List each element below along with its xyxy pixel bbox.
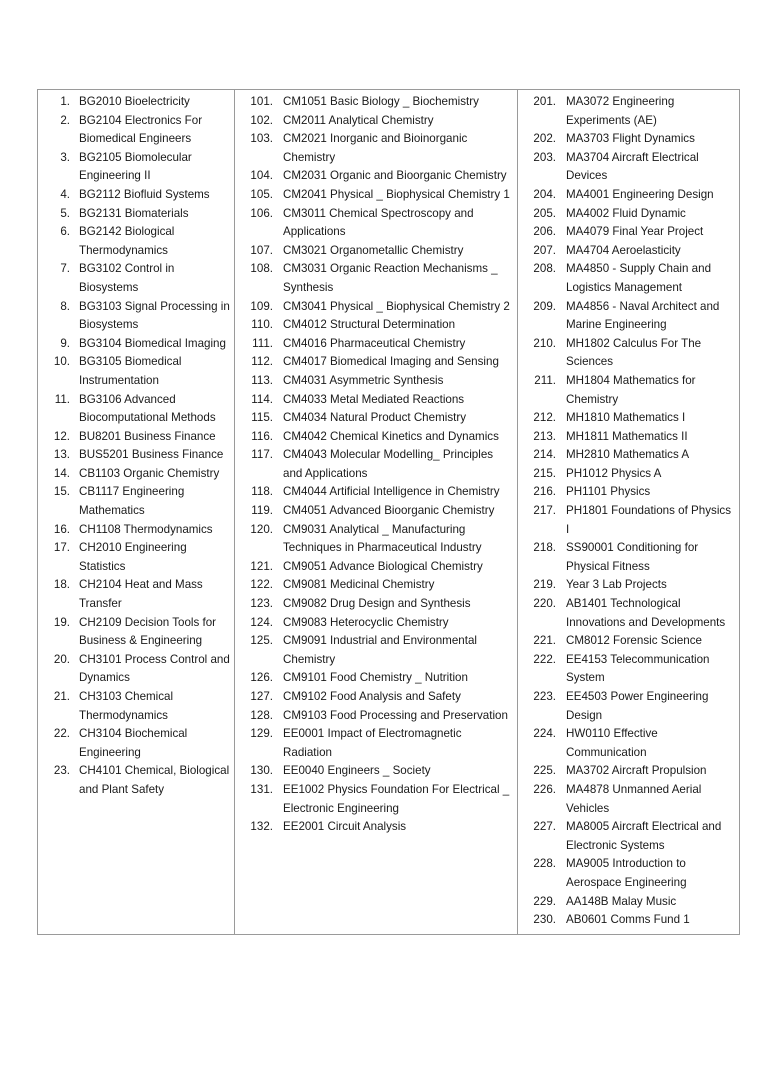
course-item-label: MH1804 Mathematics for Chemistry xyxy=(566,373,696,406)
course-list-item xyxy=(522,688,735,725)
course-list-item xyxy=(522,149,735,186)
course-item-number: 210. xyxy=(533,336,556,350)
course-list-item xyxy=(522,651,735,688)
course-item-number: 101. xyxy=(250,95,273,108)
course-item-label: CM9051 Advance Biological Chemistry xyxy=(283,559,483,573)
course-item-number: 131. xyxy=(250,782,273,796)
course-list-item xyxy=(239,409,513,428)
course-item-number: 116. xyxy=(251,429,273,443)
course-list-item xyxy=(42,446,230,465)
course-item-number: 204. xyxy=(533,187,556,201)
course-list-item xyxy=(239,112,513,131)
course-list-item xyxy=(239,688,513,707)
course-item-number: 18. xyxy=(53,578,70,592)
course-item-number: 9. xyxy=(60,336,70,350)
course-item-number: 23. xyxy=(53,764,70,778)
course-list-item xyxy=(42,651,230,688)
course-item-label: BG2131 Biomaterials xyxy=(79,206,189,220)
course-list-item xyxy=(239,428,513,447)
course-item-label: CM9083 Heterocyclic Chemistry xyxy=(283,615,449,629)
course-item-label: CH3101 Process Control and Dynamics xyxy=(79,652,230,685)
course-list-item xyxy=(42,725,230,762)
course-list-item xyxy=(42,465,230,484)
course-item-label: CH2010 Engineering Statistics xyxy=(79,541,187,573)
course-list-item xyxy=(239,446,513,483)
course-list-item xyxy=(239,391,513,410)
course-list-item xyxy=(522,911,735,930)
course-list-item xyxy=(522,130,735,149)
course-item-number: 211. xyxy=(534,373,556,387)
course-item-label: CM9103 Food Processing and Preservation xyxy=(283,708,508,722)
course-item-label: CM4034 Natural Product Chemistry xyxy=(283,411,466,425)
course-item-label: MA4856 - Naval Architect and Marine Engineering xyxy=(566,299,720,332)
course-item-label: EE0001 Impact of Electromagnetic Radiation xyxy=(283,727,462,759)
course-item-label: Year 3 Lab Projects xyxy=(566,578,667,592)
course-item-number: 13. xyxy=(53,448,70,462)
course-item-label: BG3104 Biomedical Imaging xyxy=(79,336,226,350)
course-item-number: 105. xyxy=(250,187,273,201)
course-list-item xyxy=(42,205,230,224)
course-item-number: 125. xyxy=(250,634,273,648)
course-list-item xyxy=(522,483,735,502)
course-item-number: 203. xyxy=(533,150,556,164)
course-item-label: AB1401 Technological Innovations and Developments xyxy=(566,597,726,629)
course-item-number: 112. xyxy=(251,355,273,369)
course-item-label: HW0110 Effective Communication xyxy=(566,727,658,759)
course-item-number: 202. xyxy=(533,132,556,146)
course-list-item xyxy=(239,576,513,595)
course-item-label: BG2104 Electronics For Biomedical Engineers xyxy=(79,113,203,146)
course-list-item xyxy=(42,260,230,297)
course-item-label: AB0601 Comms Fund 1 xyxy=(566,913,690,927)
course-list-item xyxy=(239,762,513,781)
course-list-item xyxy=(239,725,513,762)
course-item-number: 123. xyxy=(250,597,273,611)
course-item-label: CM1051 Basic Biology _ Biochemistry xyxy=(283,95,479,108)
course-list-item xyxy=(522,576,735,595)
course-item-number: 106. xyxy=(250,206,273,220)
course-item-number: 126. xyxy=(250,671,273,685)
course-list-item xyxy=(42,521,230,540)
course-item-number: 117. xyxy=(251,448,273,462)
course-item-number: 108. xyxy=(250,262,273,276)
course-item-label: MA3702 Aircraft Propulsion xyxy=(566,764,707,778)
course-list-item xyxy=(239,502,513,521)
course-list-item xyxy=(522,781,735,818)
course-item-number: 207. xyxy=(533,243,556,257)
course-item-number: 5. xyxy=(60,206,70,220)
course-item-number: 114. xyxy=(251,392,273,406)
course-item-number: 132. xyxy=(250,820,273,834)
course-list-item xyxy=(522,762,735,781)
course-list-item xyxy=(522,725,735,762)
course-list-item xyxy=(239,632,513,669)
course-item-number: 212. xyxy=(533,411,556,425)
course-item-number: 3. xyxy=(60,150,70,164)
course-item-number: 221. xyxy=(533,634,556,648)
course-item-number: 206. xyxy=(533,225,556,239)
course-item-label: CM3011 Chemical Spectroscopy and Applications xyxy=(283,206,474,239)
course-item-label: BU8201 Business Finance xyxy=(79,429,216,443)
course-list-item xyxy=(42,539,230,576)
course-list-item xyxy=(522,446,735,465)
course-item-number: 224. xyxy=(533,727,556,741)
course-item-label: MH1810 Mathematics I xyxy=(566,411,686,425)
course-item-number: 118. xyxy=(251,485,273,499)
course-list-item xyxy=(239,595,513,614)
course-item-number: 201. xyxy=(533,95,556,108)
course-item-number: 1. xyxy=(60,95,70,108)
course-item-number: 109. xyxy=(250,299,273,313)
course-list-item xyxy=(42,93,230,112)
course-list-item xyxy=(522,855,735,892)
course-list-item xyxy=(239,483,513,502)
course-item-number: 107. xyxy=(250,243,273,257)
course-list-item xyxy=(239,669,513,688)
course-list-item xyxy=(42,223,230,260)
course-item-number: 230. xyxy=(533,913,556,927)
course-item-label: MH1802 Calculus For The Sciences xyxy=(566,336,702,369)
course-list-item xyxy=(522,818,735,855)
course-item-label: MA4878 Unmanned Aerial Vehicles xyxy=(566,782,702,815)
course-list-item xyxy=(42,149,230,186)
course-list-item xyxy=(522,93,735,130)
course-item-label: CM2021 Inorganic and Bioinorganic Chemistry xyxy=(283,132,468,164)
course-item-label: MA4079 Final Year Project xyxy=(566,225,704,239)
course-item-label: BG2142 Biological Thermodynamics xyxy=(79,225,175,257)
course-list-item xyxy=(239,205,513,242)
course-item-label: AA148B Malay Music xyxy=(566,894,677,908)
course-item-label: BG2105 Biomolecular Engineering II xyxy=(79,150,192,183)
course-item-number: 102. xyxy=(250,113,273,127)
course-item-number: 110. xyxy=(251,318,273,332)
course-list-item xyxy=(522,893,735,912)
course-item-number: 103. xyxy=(250,132,273,146)
course-item-number: 219. xyxy=(533,578,556,592)
course-item-label: CM2031 Organic and Bioorganic Chemistry xyxy=(283,169,507,183)
course-item-label: MH1811 Mathematics II xyxy=(566,429,688,443)
course-list-item xyxy=(42,112,230,149)
course-list-item xyxy=(522,465,735,484)
course-item-label: BUS5201 Business Finance xyxy=(79,448,224,462)
course-list-item xyxy=(522,205,735,224)
course-item-label: BG3103 Signal Processing in Biosystems xyxy=(79,299,230,332)
course-list-item xyxy=(522,502,735,539)
course-list-item xyxy=(239,335,513,354)
course-item-label: CM4042 Chemical Kinetics and Dynamics xyxy=(283,429,499,443)
course-list-item xyxy=(239,130,513,167)
course-item-label: MA9005 Introduction to Aerospace Engineering xyxy=(566,857,687,889)
course-item-label: CM4051 Advanced Bioorganic Chemistry xyxy=(283,504,495,518)
course-list-item xyxy=(239,781,513,818)
course-item-number: 17. xyxy=(53,541,70,555)
course-item-number: 222. xyxy=(533,652,556,666)
course-item-number: 220. xyxy=(533,597,556,611)
course-item-label: MH2810 Mathematics A xyxy=(566,448,690,462)
course-item-number: 4. xyxy=(60,187,70,201)
course-item-number: 22. xyxy=(53,727,70,741)
course-list-item xyxy=(239,167,513,186)
course-item-label: MA8005 Aircraft Electrical and Electronic Systems xyxy=(566,820,722,852)
course-item-label: CH4101 Chemical, Biological and Plant Safety xyxy=(79,764,230,796)
course-item-label: CM2041 Physical _ Biophysical Chemistry 1 xyxy=(283,187,510,201)
course-list-item xyxy=(522,335,735,372)
course-item-label: CM4033 Metal Mediated Reactions xyxy=(283,392,465,406)
course-list-item xyxy=(239,93,513,112)
course-item-label: CM4012 Structural Determination xyxy=(283,318,456,332)
course-list-item xyxy=(239,558,513,577)
course-list-item xyxy=(522,298,735,335)
course-item-label: CM2011 Analytical Chemistry xyxy=(283,113,434,127)
course-list-item xyxy=(42,353,230,390)
course-item-number: 8. xyxy=(60,299,70,313)
course-item-number: 119. xyxy=(251,504,273,518)
course-item-label: BG2010 Bioelectricity xyxy=(79,95,190,108)
course-list-item xyxy=(522,409,735,428)
course-list-item xyxy=(239,818,513,837)
course-list-item xyxy=(42,614,230,651)
course-list-item xyxy=(522,260,735,297)
course-item-label: CM9082 Drug Design and Synthesis xyxy=(283,597,471,611)
course-list-item xyxy=(239,614,513,633)
course-list-item xyxy=(42,186,230,205)
course-list-item xyxy=(522,242,735,261)
course-item-number: 121. xyxy=(250,559,273,573)
course-list-item xyxy=(522,223,735,242)
course-list-item xyxy=(239,260,513,297)
course-item-number: 11. xyxy=(54,392,70,406)
course-item-label: CH2109 Decision Tools for Business & Engineering xyxy=(79,615,217,648)
course-item-number: 19. xyxy=(53,615,70,629)
course-item-number: 10. xyxy=(53,355,70,369)
course-list-item xyxy=(522,632,735,651)
course-item-label: CM4031 Asymmetric Synthesis xyxy=(283,373,444,387)
course-item-label: PH1101 Physics xyxy=(566,485,651,499)
course-item-label: PH1801 Foundations of Physics I xyxy=(566,504,731,536)
course-list-table xyxy=(37,89,740,935)
course-list-item xyxy=(522,428,735,447)
course-item-label: MA4002 Fluid Dynamic xyxy=(566,206,686,220)
course-list-item xyxy=(42,428,230,447)
course-item-label: EE0040 Engineers _ Society xyxy=(283,764,431,778)
course-item-label: EE2001 Circuit Analysis xyxy=(283,820,407,834)
course-list-column-1 xyxy=(42,93,230,800)
course-list-item xyxy=(42,576,230,613)
course-item-number: 229. xyxy=(533,894,556,908)
table-cell-column-1 xyxy=(38,90,235,935)
course-item-number: 20. xyxy=(53,652,70,666)
table-cell-column-2 xyxy=(235,90,518,935)
course-list-item xyxy=(522,372,735,409)
course-item-label: MA3072 Engineering Experiments (AE) xyxy=(566,95,675,127)
course-item-number: 217. xyxy=(533,504,556,518)
course-item-number: 113. xyxy=(251,373,273,387)
course-item-label: CB1117 Engineering Mathematics xyxy=(79,485,185,518)
course-item-label: MA3704 Aircraft Electrical Devices xyxy=(566,150,699,183)
course-item-label: CM4017 Biomedical Imaging and Sensing xyxy=(283,355,499,369)
course-item-number: 130. xyxy=(250,764,273,778)
course-item-number: 104. xyxy=(250,169,273,183)
course-item-number: 14. xyxy=(53,466,70,480)
course-item-number: 2. xyxy=(60,113,70,127)
course-item-number: 21. xyxy=(53,690,70,703)
course-item-number: 225. xyxy=(533,764,556,778)
course-list-item xyxy=(239,316,513,335)
course-item-number: 228. xyxy=(533,857,556,871)
course-item-number: 227. xyxy=(533,820,556,834)
course-item-number: 120. xyxy=(250,522,273,536)
course-item-label: CM8012 Forensic Science xyxy=(566,634,702,648)
course-item-label: CH1108 Thermodynamics xyxy=(79,522,213,536)
course-item-label: CH2104 Heat and Mass Transfer xyxy=(79,578,203,611)
course-item-number: 214. xyxy=(533,448,556,462)
course-item-number: 218. xyxy=(533,541,556,555)
course-item-label: CH3103 Chemical Thermodynamics xyxy=(79,690,174,722)
course-item-number: 127. xyxy=(250,690,273,703)
course-item-label: CM4043 Molecular Modelling_ Principles and Applications xyxy=(283,448,494,480)
course-list-item xyxy=(522,595,735,632)
course-item-label: EE1002 Physics Foundation For Electrical _ Electronic Engineering xyxy=(283,782,510,815)
table-row xyxy=(38,90,740,935)
course-list-item xyxy=(42,391,230,428)
course-item-label: CM9091 Industrial and Environmental Chemistry xyxy=(283,634,477,666)
course-item-label: PH1012 Physics A xyxy=(566,466,662,480)
course-item-label: MA4704 Aeroelasticity xyxy=(566,243,681,257)
course-item-label: BG2112 Biofluid Systems xyxy=(79,187,210,201)
course-item-label: CM9031 Analytical _ Manufacturing Techniques in Pharmaceutical Industry xyxy=(283,522,482,555)
course-item-number: 15. xyxy=(53,485,70,499)
course-list-item xyxy=(239,521,513,558)
course-list-column-2 xyxy=(239,93,513,837)
course-item-label: CM9081 Medicinal Chemistry xyxy=(283,578,435,592)
course-item-label: CM9102 Food Analysis and Safety xyxy=(283,690,461,703)
course-item-label: CM9101 Food Chemistry _ Nutrition xyxy=(283,671,468,685)
course-item-label: CM3021 Organometallic Chemistry xyxy=(283,243,464,257)
course-list-item xyxy=(42,483,230,520)
course-list-item xyxy=(239,353,513,372)
course-list-item xyxy=(522,186,735,205)
course-item-number: 129. xyxy=(250,727,273,741)
course-item-number: 216. xyxy=(533,485,556,499)
course-item-number: 6. xyxy=(60,225,70,239)
course-item-number: 209. xyxy=(533,299,556,313)
course-list-item xyxy=(42,298,230,335)
course-item-label: MA4001 Engineering Design xyxy=(566,187,714,201)
course-list-item xyxy=(239,372,513,391)
course-list-item xyxy=(239,186,513,205)
course-item-label: BG3102 Control in Biosystems xyxy=(79,262,175,294)
course-item-label: BG3106 Advanced Biocomputational Methods xyxy=(79,392,216,425)
course-item-label: EE4153 Telecommunication System xyxy=(566,652,710,685)
course-list-item xyxy=(239,298,513,317)
course-list-item xyxy=(42,762,230,799)
course-item-number: 122. xyxy=(250,578,273,592)
course-list-item xyxy=(522,539,735,576)
course-item-number: 226. xyxy=(533,782,556,796)
course-item-label: CH3104 Biochemical Engineering xyxy=(79,727,188,759)
course-item-label: CM4044 Artificial Intelligence in Chemistry xyxy=(283,485,500,499)
course-item-number: 128. xyxy=(250,708,273,722)
course-item-number: 16. xyxy=(53,522,70,536)
course-item-number: 205. xyxy=(533,206,556,220)
course-item-number: 111. xyxy=(252,336,273,350)
course-item-number: 124. xyxy=(250,615,273,629)
course-item-number: 115. xyxy=(251,411,273,425)
course-item-label: CB1103 Organic Chemistry xyxy=(79,466,220,480)
course-item-label: CM4016 Pharmaceutical Chemistry xyxy=(283,336,466,350)
course-item-label: MA4850 - Supply Chain and Logistics Management xyxy=(566,262,712,294)
course-item-number: 215. xyxy=(533,466,556,480)
course-list-item xyxy=(42,688,230,725)
course-item-label: BG3105 Biomedical Instrumentation xyxy=(79,355,182,387)
course-item-number: 12. xyxy=(53,429,70,443)
course-list-item xyxy=(42,335,230,354)
course-item-label: EE4503 Power Engineering Design xyxy=(566,690,709,722)
course-list-item xyxy=(239,707,513,726)
course-item-number: 7. xyxy=(60,262,70,276)
course-item-number: 213. xyxy=(533,429,556,443)
course-item-label: SS90001 Conditioning for Physical Fitness xyxy=(566,541,699,573)
course-list-column-3 xyxy=(522,93,735,930)
course-item-number: 208. xyxy=(533,262,556,276)
course-item-label: CM3031 Organic Reaction Mechanisms _ Synthesis xyxy=(283,262,498,294)
course-list-item xyxy=(239,242,513,261)
table-cell-column-3 xyxy=(518,90,740,935)
course-item-label: CM3041 Physical _ Biophysical Chemistry 2 xyxy=(283,299,510,313)
course-item-number: 223. xyxy=(533,690,556,703)
course-item-label: MA3703 Flight Dynamics xyxy=(566,132,695,146)
